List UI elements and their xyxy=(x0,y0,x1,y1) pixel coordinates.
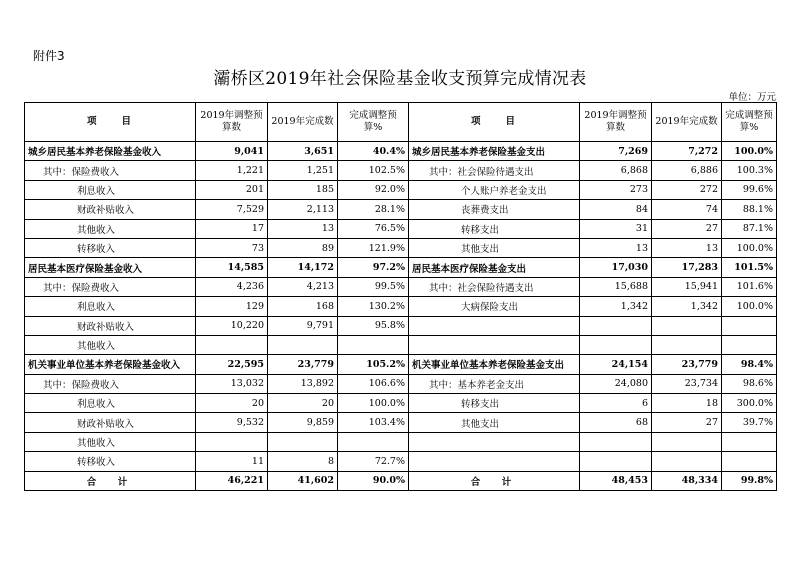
right-rate-cell: 99.8% xyxy=(722,471,777,490)
right-actual-cell xyxy=(652,335,722,354)
table-row xyxy=(25,394,777,413)
left-budget-cell: 73 xyxy=(196,238,268,257)
unit-label: 单位：万元 xyxy=(728,92,776,103)
left-rate-cell xyxy=(338,335,409,354)
left-budget-cell: 7,529 xyxy=(196,200,268,219)
table-row xyxy=(25,200,777,219)
left-actual-cell: 14,172 xyxy=(268,258,338,277)
right-actual-cell: 23,779 xyxy=(652,355,722,374)
left-item-cell: 其中：保险费收入 xyxy=(25,277,196,296)
right-budget-cell xyxy=(580,452,652,471)
right-rate-cell: 100.0% xyxy=(722,297,777,316)
right-budget-cell: 68 xyxy=(580,413,652,432)
left-budget-cell: 20 xyxy=(196,394,268,413)
right-budget-cell: 24,154 xyxy=(580,355,652,374)
header-rate: 完成调整预算% xyxy=(722,103,777,142)
left-item-cell: 其中：保险费收入 xyxy=(25,374,196,393)
right-actual-cell: 27 xyxy=(652,219,722,238)
left-actual-cell: 13,892 xyxy=(268,374,338,393)
right-actual-cell: 6,886 xyxy=(652,161,722,180)
right-actual-cell xyxy=(652,432,722,451)
left-actual-cell: 20 xyxy=(268,394,338,413)
left-budget-cell: 14,585 xyxy=(196,258,268,277)
table-row xyxy=(25,180,777,199)
right-budget-cell: 273 xyxy=(580,180,652,199)
table-row xyxy=(25,413,777,432)
left-actual-cell xyxy=(268,432,338,451)
table-row xyxy=(25,277,777,296)
left-budget-cell: 9,532 xyxy=(196,413,268,432)
left-actual-cell: 9,859 xyxy=(268,413,338,432)
right-item-cell: 个人账户养老金支出 xyxy=(409,180,580,199)
left-budget-cell: 1,221 xyxy=(196,161,268,180)
left-rate-cell xyxy=(338,432,409,451)
left-item-cell: 转移收入 xyxy=(25,238,196,257)
right-item-cell: 其中：社会保险待遇支出 xyxy=(409,277,580,296)
table-row xyxy=(25,238,777,257)
attachment-label: 附件3 xyxy=(33,49,65,63)
left-actual-cell: 4,213 xyxy=(268,277,338,296)
left-budget-cell: 201 xyxy=(196,180,268,199)
left-actual-cell: 89 xyxy=(268,238,338,257)
left-budget-cell: 22,595 xyxy=(196,355,268,374)
right-actual-cell: 272 xyxy=(652,180,722,199)
right-budget-cell: 6,868 xyxy=(580,161,652,180)
right-budget-cell: 48,453 xyxy=(580,471,652,490)
total-row xyxy=(25,471,777,490)
page-title: 灞桥区2019年社会保险基金收支预算完成情况表 xyxy=(213,69,587,89)
right-actual-cell: 18 xyxy=(652,394,722,413)
left-budget-cell xyxy=(196,432,268,451)
right-item-cell: 转移支出 xyxy=(409,219,580,238)
right-item-cell: 其中：社会保险待遇支出 xyxy=(409,161,580,180)
table-row xyxy=(25,335,777,354)
left-rate-cell: 72.7% xyxy=(338,452,409,471)
left-rate-cell: 40.4% xyxy=(338,142,409,161)
right-actual-cell: 7,272 xyxy=(652,142,722,161)
left-actual-cell: 8 xyxy=(268,452,338,471)
left-rate-cell: 130.2% xyxy=(338,297,409,316)
right-budget-cell: 6 xyxy=(580,394,652,413)
right-rate-cell xyxy=(722,452,777,471)
left-item-cell: 财政补贴收入 xyxy=(25,413,196,432)
right-rate-cell: 98.6% xyxy=(722,374,777,393)
right-rate-cell: 99.6% xyxy=(722,180,777,199)
left-rate-cell: 106.6% xyxy=(338,374,409,393)
left-rate-cell: 90.0% xyxy=(338,471,409,490)
left-rate-cell: 97.2% xyxy=(338,258,409,277)
left-item-cell: 机关事业单位基本养老保险基金收入 xyxy=(25,355,196,374)
left-item-cell: 财政补贴收入 xyxy=(25,316,196,335)
left-rate-cell: 121.9% xyxy=(338,238,409,257)
right-rate-cell xyxy=(722,316,777,335)
left-rate-cell: 99.5% xyxy=(338,277,409,296)
right-rate-cell: 98.4% xyxy=(722,355,777,374)
right-budget-cell xyxy=(580,335,652,354)
left-item-cell: 居民基本医疗保险基金收入 xyxy=(25,258,196,277)
left-rate-cell: 92.0% xyxy=(338,180,409,199)
left-budget-cell: 129 xyxy=(196,297,268,316)
right-rate-cell: 100.0% xyxy=(722,142,777,161)
left-rate-cell: 95.8% xyxy=(338,316,409,335)
right-rate-cell: 101.6% xyxy=(722,277,777,296)
left-item-cell: 合 计 xyxy=(25,471,196,490)
right-rate-cell: 87.1% xyxy=(722,219,777,238)
right-budget-cell: 7,269 xyxy=(580,142,652,161)
table-row xyxy=(25,452,777,471)
right-budget-cell: 1,342 xyxy=(580,297,652,316)
left-budget-cell: 11 xyxy=(196,452,268,471)
left-budget-cell: 9,041 xyxy=(196,142,268,161)
left-actual-cell: 185 xyxy=(268,180,338,199)
table-row xyxy=(25,297,777,316)
header-item: 项 目 xyxy=(25,103,196,142)
right-budget-cell: 17,030 xyxy=(580,258,652,277)
left-budget-cell: 17 xyxy=(196,219,268,238)
left-budget-cell: 10,220 xyxy=(196,316,268,335)
right-actual-cell: 27 xyxy=(652,413,722,432)
left-item-cell: 其中：保险费收入 xyxy=(25,161,196,180)
left-budget-cell: 46,221 xyxy=(196,471,268,490)
left-rate-cell: 76.5% xyxy=(338,219,409,238)
left-actual-cell: 168 xyxy=(268,297,338,316)
left-actual-cell xyxy=(268,335,338,354)
left-item-cell: 其他收入 xyxy=(25,432,196,451)
left-actual-cell: 2,113 xyxy=(268,200,338,219)
left-actual-cell: 41,602 xyxy=(268,471,338,490)
header-actual: 2019年完成数 xyxy=(652,103,722,142)
table-row xyxy=(25,374,777,393)
left-actual-cell: 13 xyxy=(268,219,338,238)
right-actual-cell: 15,941 xyxy=(652,277,722,296)
right-rate-cell xyxy=(722,335,777,354)
budget-table xyxy=(24,102,777,491)
left-rate-cell: 103.4% xyxy=(338,413,409,432)
right-item-cell: 其中：基本养老金支出 xyxy=(409,374,580,393)
right-rate-cell: 100.3% xyxy=(722,161,777,180)
right-budget-cell xyxy=(580,432,652,451)
header-budget: 2019年调整预算数 xyxy=(580,103,652,142)
header-item: 项 目 xyxy=(409,103,580,142)
right-item-cell: 其他支出 xyxy=(409,238,580,257)
right-budget-cell xyxy=(580,316,652,335)
right-item-cell: 合 计 xyxy=(409,471,580,490)
right-rate-cell: 39.7% xyxy=(722,413,777,432)
right-budget-cell: 15,688 xyxy=(580,277,652,296)
right-item-cell xyxy=(409,432,580,451)
right-item-cell xyxy=(409,452,580,471)
table-row xyxy=(25,219,777,238)
left-rate-cell: 105.2% xyxy=(338,355,409,374)
table-row xyxy=(25,316,777,335)
left-item-cell: 其他收入 xyxy=(25,335,196,354)
right-item-cell: 居民基本医疗保险基金支出 xyxy=(409,258,580,277)
left-item-cell: 转移收入 xyxy=(25,452,196,471)
left-actual-cell: 1,251 xyxy=(268,161,338,180)
left-item-cell: 利息收入 xyxy=(25,297,196,316)
right-rate-cell: 300.0% xyxy=(722,394,777,413)
right-item-cell: 机关事业单位基本养老保险基金支出 xyxy=(409,355,580,374)
right-item-cell: 其他支出 xyxy=(409,413,580,432)
table-row xyxy=(25,432,777,451)
right-item-cell xyxy=(409,316,580,335)
left-actual-cell: 23,779 xyxy=(268,355,338,374)
right-actual-cell: 13 xyxy=(652,238,722,257)
left-item-cell: 利息收入 xyxy=(25,180,196,199)
right-rate-cell: 101.5% xyxy=(722,258,777,277)
header-row xyxy=(25,103,777,142)
right-rate-cell: 88.1% xyxy=(722,200,777,219)
left-actual-cell: 9,791 xyxy=(268,316,338,335)
left-item-cell: 财政补贴收入 xyxy=(25,200,196,219)
right-budget-cell: 31 xyxy=(580,219,652,238)
right-rate-cell: 100.0% xyxy=(722,238,777,257)
left-item-cell: 城乡居民基本养老保险基金收入 xyxy=(25,142,196,161)
right-actual-cell xyxy=(652,316,722,335)
table-row xyxy=(25,258,777,277)
right-budget-cell: 24,080 xyxy=(580,374,652,393)
right-actual-cell: 74 xyxy=(652,200,722,219)
right-rate-cell xyxy=(722,432,777,451)
table-row xyxy=(25,355,777,374)
right-item-cell: 大病保险支出 xyxy=(409,297,580,316)
right-item-cell: 转移支出 xyxy=(409,394,580,413)
left-item-cell: 利息收入 xyxy=(25,394,196,413)
right-actual-cell: 48,334 xyxy=(652,471,722,490)
left-rate-cell: 28.1% xyxy=(338,200,409,219)
right-actual-cell xyxy=(652,452,722,471)
left-rate-cell: 100.0% xyxy=(338,394,409,413)
header-actual: 2019年完成数 xyxy=(268,103,338,142)
header-rate: 完成调整预算% xyxy=(338,103,409,142)
table-row xyxy=(25,161,777,180)
right-budget-cell: 13 xyxy=(580,238,652,257)
table-row xyxy=(25,142,777,161)
left-actual-cell: 3,651 xyxy=(268,142,338,161)
left-budget-cell: 13,032 xyxy=(196,374,268,393)
left-budget-cell xyxy=(196,335,268,354)
right-actual-cell: 17,283 xyxy=(652,258,722,277)
left-item-cell: 其他收入 xyxy=(25,219,196,238)
left-rate-cell: 102.5% xyxy=(338,161,409,180)
right-budget-cell: 84 xyxy=(580,200,652,219)
right-item-cell: 城乡居民基本养老保险基金支出 xyxy=(409,142,580,161)
right-actual-cell: 1,342 xyxy=(652,297,722,316)
right-item-cell: 丧葬费支出 xyxy=(409,200,580,219)
left-budget-cell: 4,236 xyxy=(196,277,268,296)
header-budget: 2019年调整预算数 xyxy=(196,103,268,142)
right-actual-cell: 23,734 xyxy=(652,374,722,393)
right-item-cell xyxy=(409,335,580,354)
